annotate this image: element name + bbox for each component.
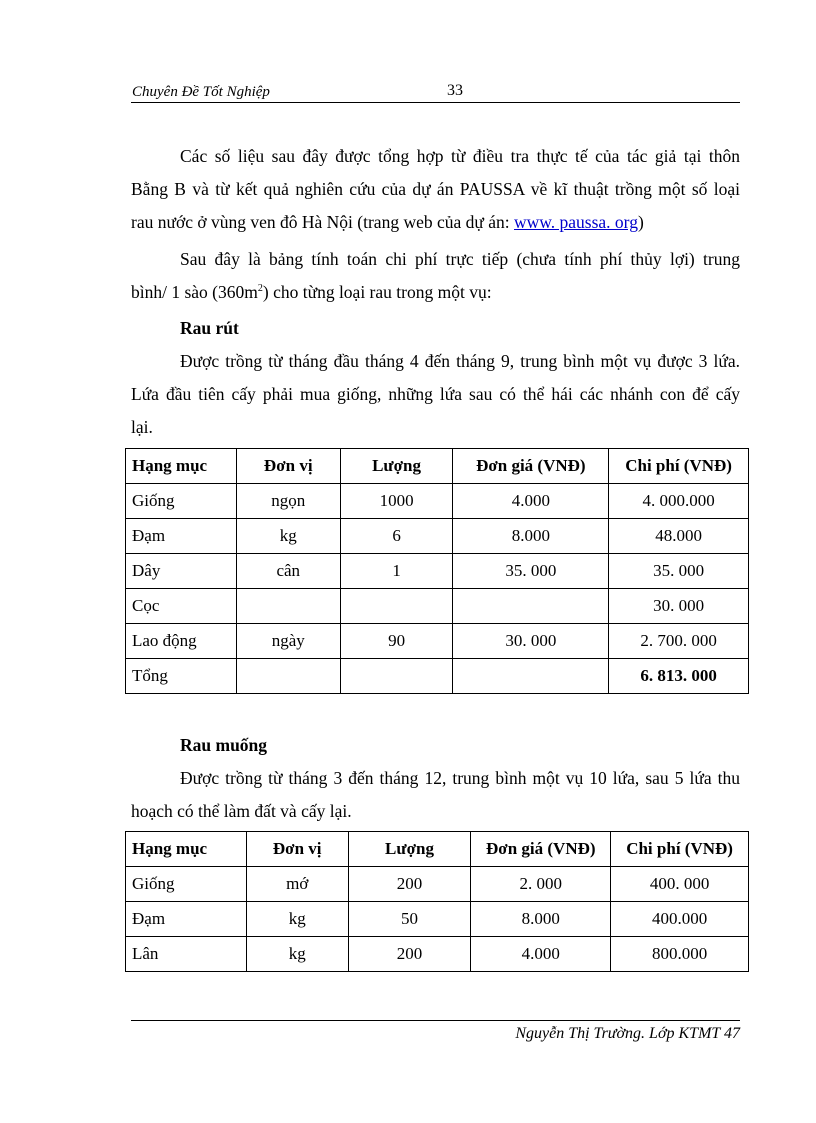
- table-cell: 35. 000: [453, 554, 609, 589]
- table-cell: 90: [340, 624, 453, 659]
- table-cell: ngày: [236, 624, 340, 659]
- text-line: [131, 206, 740, 239]
- table-cell: 1: [340, 554, 453, 589]
- column-header: Chi phí (VNĐ): [611, 832, 749, 867]
- text-line: lại.: [131, 417, 153, 437]
- table-cell: 30. 000: [453, 624, 609, 659]
- table-cell: Lao động: [126, 624, 237, 659]
- table-cell: [453, 659, 609, 694]
- page-footer: [131, 1020, 740, 1042]
- column-header: Hạng mục: [126, 832, 247, 867]
- table-cell: 800.000: [611, 937, 749, 972]
- text-segment: rau nước ở vùng ven đô Hà Nội (trang web của dự án:: [131, 212, 514, 232]
- intro-paragraph-2: [131, 243, 740, 309]
- table-cell: 200: [348, 937, 471, 972]
- table-cell: 1000: [340, 484, 453, 519]
- total-cost-cell: 6. 813. 000: [609, 659, 749, 694]
- table-total-row: [126, 659, 749, 694]
- section-heading-rau-muong: Rau muống: [180, 735, 268, 755]
- table-cell: 2. 700. 000: [609, 624, 749, 659]
- column-header: Đơn giá (VNĐ): [453, 449, 609, 484]
- table-header-row: [126, 449, 749, 484]
- table-cell: mớ: [246, 867, 348, 902]
- table-cell: [340, 589, 453, 624]
- table-cell: Lân: [126, 937, 247, 972]
- table-cell: [340, 659, 453, 694]
- table-cell: Đạm: [126, 519, 237, 554]
- table-cell: 30. 000: [609, 589, 749, 624]
- header-title: Chuyên Đề Tốt Nghiệp: [132, 84, 270, 100]
- table-cell: 35. 000: [609, 554, 749, 589]
- table-cell: Dây: [126, 554, 237, 589]
- table-header-row: [126, 832, 749, 867]
- text-line: Sau đây là bảng tính toán chi phí trực tiếp (chưa tính phí thủy lợi) trung: [180, 249, 740, 269]
- section1-description: [131, 345, 740, 444]
- table-cell: 400. 000: [611, 867, 749, 902]
- page-number: 33: [447, 82, 463, 99]
- table-cell: 2. 000: [471, 867, 611, 902]
- table-row: [126, 902, 749, 937]
- cost-table-rau-muong: [125, 831, 749, 972]
- column-header: Hạng mục: [126, 449, 237, 484]
- table-cell: Tổng: [126, 659, 237, 694]
- table-row: [126, 519, 749, 554]
- page-header: [131, 82, 740, 103]
- footer-author: Nguyễn Thị Trường. Lớp KTMT 47: [515, 1025, 740, 1042]
- table-cell: cân: [236, 554, 340, 589]
- table-row: [126, 867, 749, 902]
- text-line: Lứa đầu tiên cấy phải mua giống, những lứa sau có thể hái các nhánh con để cấy: [131, 384, 740, 404]
- table-cell: 6: [340, 519, 453, 554]
- table-cell: Giống: [126, 484, 237, 519]
- table-row: [126, 554, 749, 589]
- project-website-link[interactable]: www. paussa. org: [514, 212, 638, 232]
- section2-description: [131, 762, 740, 828]
- table-row: [126, 484, 749, 519]
- table-cell: 8.000: [471, 902, 611, 937]
- table-cell: 50: [348, 902, 471, 937]
- text-segment: bình/ 1 sào (360m: [131, 282, 258, 302]
- column-header: Đơn vị: [246, 832, 348, 867]
- table-cell: kg: [246, 937, 348, 972]
- table-row: [126, 937, 749, 972]
- table-cell: 4.000: [471, 937, 611, 972]
- table-cell: 4. 000.000: [609, 484, 749, 519]
- table-cell: 400.000: [611, 902, 749, 937]
- table-cell: Cọc: [126, 589, 237, 624]
- table-cell: [453, 589, 609, 624]
- text-segment: ): [637, 212, 644, 232]
- column-header: Đơn vị: [236, 449, 340, 484]
- table-cell: 8.000: [453, 519, 609, 554]
- table-cell: [236, 589, 340, 624]
- table-cell: 4.000: [453, 484, 609, 519]
- column-header: Chi phí (VNĐ): [609, 449, 749, 484]
- text-line: Các số liệu sau đây được tổng hợp từ điều tra thực tế của tác giả tại thôn: [180, 146, 740, 166]
- table-row: [126, 589, 749, 624]
- cost-table-rau-rut: [125, 448, 749, 694]
- table-cell: Đạm: [126, 902, 247, 937]
- table-cell: kg: [246, 902, 348, 937]
- superscript: 2: [257, 283, 263, 295]
- table-cell: 48.000: [609, 519, 749, 554]
- column-header: Lượng: [340, 449, 453, 484]
- table-cell: ngọn: [236, 484, 340, 519]
- table-row: [126, 624, 749, 659]
- text-segment: ) cho từng loại rau trong một vụ:: [262, 282, 492, 302]
- table-cell: [236, 659, 340, 694]
- text-line: Được trồng từ tháng 3 đến tháng 12, trung bình một vụ 10 lứa, sau 5 lứa thu: [180, 768, 740, 788]
- column-header: Lượng: [348, 832, 471, 867]
- text-line: [131, 276, 740, 309]
- table-cell: 200: [348, 867, 471, 902]
- table-cell: Giống: [126, 867, 247, 902]
- text-line: Được trồng từ tháng đầu tháng 4 đến tháng 9, trung bình một vụ được 3 lứa.: [180, 351, 740, 371]
- column-header: Đơn giá (VNĐ): [471, 832, 611, 867]
- table-cell: kg: [236, 519, 340, 554]
- intro-paragraph-1: [131, 140, 740, 239]
- text-line: hoạch có thể làm đất và cấy lại.: [131, 801, 352, 821]
- text-line: Bằng B và từ kết quả nghiên cứu của dự án PAUSSA về kĩ thuật trồng một số loại: [131, 179, 740, 199]
- section-heading-rau-rut: Rau rút: [180, 318, 239, 338]
